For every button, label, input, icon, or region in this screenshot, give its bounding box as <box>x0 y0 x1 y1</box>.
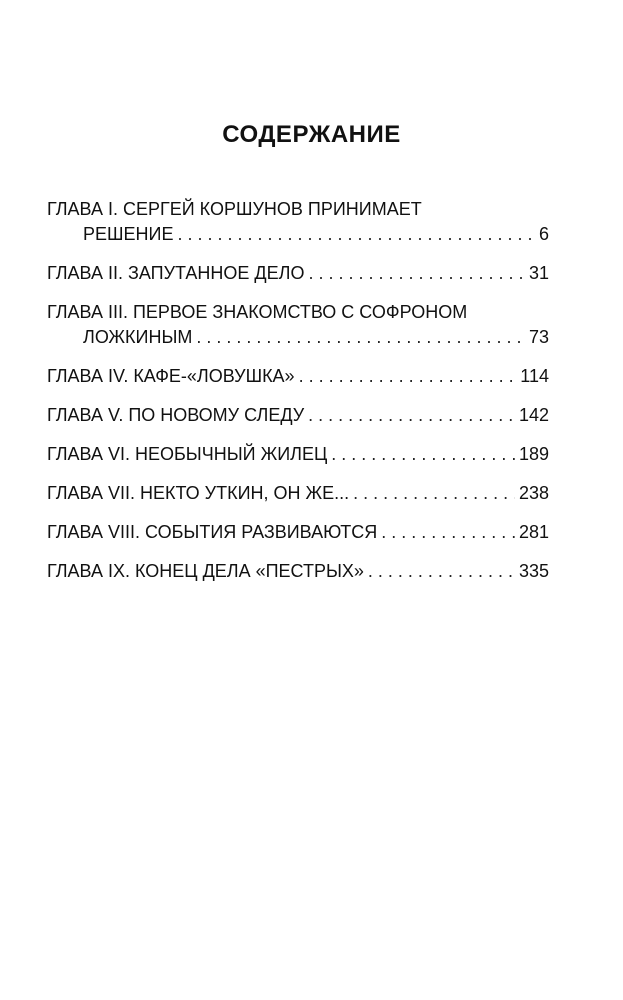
toc-entry-page: 31 <box>528 263 549 283</box>
toc-entry-title: ГЛАВА VI. НЕОБЫЧНЫЙ ЖИЛЕЦ <box>47 444 328 464</box>
toc-entry-chapter-8[interactable] <box>47 520 549 545</box>
dot-leader <box>331 442 515 467</box>
toc-entry-title-continued: РЕШЕНИЕ <box>83 224 174 244</box>
toc-entry-title: ГЛАВА VIII. СОБЫТИЯ РАЗВИВАЮТСЯ <box>47 522 378 542</box>
toc-entry-page: 281 <box>518 522 549 542</box>
toc-entry-chapter-9[interactable] <box>47 559 549 584</box>
dot-leader <box>299 364 517 389</box>
page-title: СОДЕРЖАНИЕ <box>222 121 401 148</box>
dot-leader <box>353 481 515 506</box>
table-of-contents <box>47 197 549 598</box>
toc-entry-title: ГЛАВА IV. КАФЕ-«ЛОВУШКА» <box>47 366 295 386</box>
toc-entry-page: 114 <box>520 366 549 386</box>
toc-entry-chapter-5[interactable] <box>47 403 549 428</box>
toc-entry-title: ГЛАВА VII. НЕКТО УТКИН, ОН ЖЕ... <box>47 483 350 503</box>
toc-entry-title: ГЛАВА III. ПЕРВОЕ ЗНАКОМСТВО С СОФРОНОМ <box>47 302 468 322</box>
toc-entry-chapter-6[interactable] <box>47 442 549 467</box>
toc-entry-page: 189 <box>518 444 549 464</box>
toc-entry-chapter-3[interactable] <box>47 300 549 350</box>
toc-entry-title-continued: ЛОЖКИНЫМ <box>83 327 193 347</box>
toc-entry-page: 6 <box>538 224 549 244</box>
toc-entry-page: 238 <box>518 483 549 503</box>
toc-entry-title: ГЛАВА V. ПО НОВОМУ СЛЕДУ <box>47 405 305 425</box>
toc-entry-chapter-4[interactable] <box>47 364 549 389</box>
toc-entry-title: ГЛАВА IX. КОНЕЦ ДЕЛА «ПЕСТРЫХ» <box>47 561 364 581</box>
dot-leader <box>368 559 515 584</box>
toc-entry-title: ГЛАВА II. ЗАПУТАННОЕ ДЕЛО <box>47 263 305 283</box>
dot-leader <box>196 325 525 350</box>
toc-entry-page: 142 <box>518 405 549 425</box>
dot-leader <box>381 520 515 545</box>
toc-entry-title: ГЛАВА I. СЕРГЕЙ КОРШУНОВ ПРИНИМАЕТ <box>47 199 422 219</box>
toc-entry-chapter-7[interactable] <box>47 481 549 506</box>
toc-entry-page: 73 <box>528 327 549 347</box>
toc-entry-page: 335 <box>518 561 549 581</box>
dot-leader <box>308 403 515 428</box>
dot-leader <box>308 261 525 286</box>
toc-entry-chapter-1[interactable] <box>47 197 549 247</box>
dot-leader <box>177 222 535 247</box>
toc-entry-chapter-2[interactable] <box>47 261 549 286</box>
